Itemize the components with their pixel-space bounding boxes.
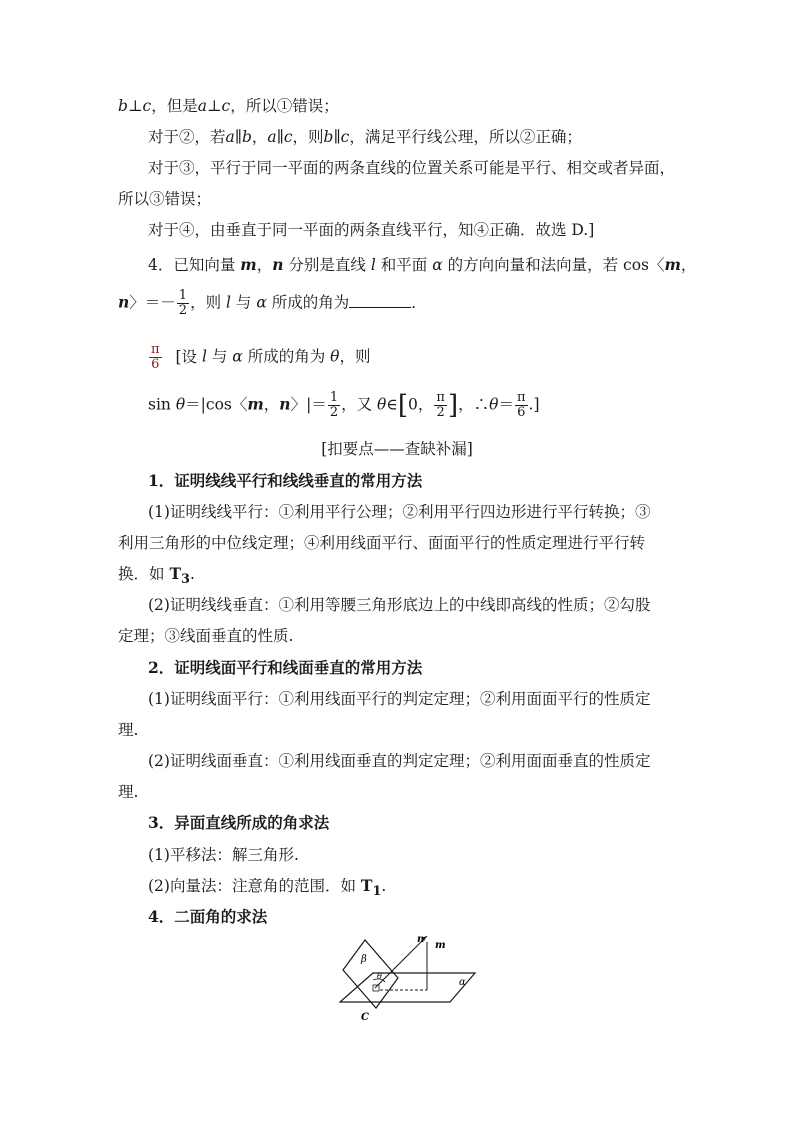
text: (2)向量法：注意角的范围．如 [148, 877, 361, 895]
text: ，∴ [458, 395, 490, 414]
denominator: 6 [517, 405, 526, 420]
left-bracket: [ [397, 390, 409, 421]
var-alpha: α [432, 256, 443, 274]
text: 〉|＝ [290, 395, 327, 414]
plane-beta [343, 940, 398, 1008]
heading-2: 2．证明线面平行和线面垂直的常用方法 [148, 658, 423, 677]
var-theta: θ [175, 395, 186, 414]
label-c: C [361, 1012, 369, 1022]
answer-line-1 [148, 343, 370, 372]
text: ， [251, 128, 268, 146]
text: 换．如 [118, 565, 170, 583]
perp-symbol: ⊥ [206, 97, 222, 115]
var-theta: θ [489, 395, 499, 414]
text: 对于②，若 [148, 128, 226, 146]
text: 和平面 [375, 256, 433, 274]
ref-t: T [169, 564, 181, 583]
item-4-line-2: 理. [118, 783, 139, 801]
fraction-pi-over-6 [515, 391, 528, 420]
text: ，满足平行线公理，所以②正确； [349, 128, 582, 146]
answer-blank [349, 293, 411, 308]
text: ，但是 [151, 97, 198, 115]
prev-line-1 [118, 96, 339, 116]
item-1-line-3 [118, 564, 195, 590]
item-3-line-2: 理. [118, 721, 139, 739]
item-3-line-1: (1)证明线面平行：①利用线面平行的判定定理；②利用面面平行的性质定 [148, 690, 651, 708]
var: a [225, 128, 235, 146]
heading-4: 4．二面角的求法 [148, 907, 268, 926]
vector-n: n [279, 394, 291, 414]
var-theta: θ [377, 395, 387, 414]
question-4-line-2 [118, 289, 427, 318]
item-1-line-2: 利用三角形的中位线定理；④利用线面平行、面面平行的性质定理进行平行转 [118, 534, 646, 552]
var: c [340, 128, 350, 146]
fraction-one-half [328, 391, 340, 420]
text: 与 [206, 347, 233, 366]
text: 所成的角为 [266, 293, 350, 312]
prev-line-5: 对于④，由垂直于同一平面的两条直线平行，知④正确．故选 D.] [148, 221, 595, 239]
var-l: l [370, 256, 376, 274]
label-m: m [435, 940, 446, 951]
right-bracket: ] [447, 390, 459, 421]
var-c: c [221, 97, 231, 115]
prev-line-4: 所以③错误； [118, 190, 212, 208]
parallel-symbol: ∥ [234, 128, 242, 146]
perp-symbol: ⊥ [127, 97, 143, 115]
text: sin [148, 395, 176, 414]
label-beta: β [361, 954, 367, 965]
vector-m: m [664, 255, 681, 274]
parallel-symbol: ∥ [276, 128, 284, 146]
text: ，则 [190, 293, 227, 312]
text: ，则 [339, 347, 371, 366]
vector-n: n [118, 292, 130, 312]
answer-fraction-pi-over-6 [149, 343, 162, 372]
answer-line-2 [148, 391, 540, 420]
section-title: [扣要点——查缺补漏] [321, 440, 473, 458]
text: ，又 [341, 395, 378, 414]
prev-line-2 [148, 127, 582, 147]
vector-n: n [272, 255, 284, 274]
text: 4．已知向量 [148, 256, 241, 274]
text: ＝ [498, 395, 514, 414]
numerator: 1 [329, 390, 339, 405]
denominator: 2 [178, 303, 188, 318]
var: a [267, 128, 277, 146]
heading-3: 3．异面直线所成的角求法 [148, 813, 330, 832]
label-theta: θ [377, 972, 382, 981]
numerator: π [151, 342, 160, 357]
item-5: (1)平移法：解三角形. [148, 846, 299, 864]
var-c: c [142, 97, 152, 115]
text: . [381, 877, 387, 895]
text: ＝|cos〈 [185, 395, 248, 414]
text: 与 [230, 293, 257, 312]
var-b: b [118, 97, 128, 115]
text: . [189, 565, 195, 583]
item-6 [148, 876, 386, 902]
var-l: l [226, 293, 231, 312]
text: ， [263, 395, 280, 414]
label-n: n [417, 934, 425, 945]
item-2-line-1: (2)证明线线垂直：①利用等腰三角形底边上的中线即高线的性质；②勾股 [148, 596, 651, 614]
var-alpha: α [232, 347, 243, 366]
plane-alpha [340, 973, 475, 1002]
numerator: π [516, 390, 526, 405]
fraction-one-half [177, 289, 189, 318]
var-a: a [197, 97, 207, 115]
var: b [323, 128, 334, 146]
var-l: l [201, 347, 207, 366]
ref-t: T [360, 876, 373, 895]
var: b [241, 128, 252, 146]
parallel-symbol: ∥ [333, 128, 341, 146]
heading-1: 1．证明线线平行和线线垂直的常用方法 [148, 471, 423, 490]
numerator: π [436, 390, 445, 405]
text: 〉＝－ [129, 293, 176, 312]
text: ， [680, 256, 697, 274]
denominator: 2 [329, 405, 339, 420]
var-theta: θ [330, 347, 340, 366]
text: 分别是直线 [283, 256, 371, 274]
item-2-line-2: 定理；③线面垂直的性质. [118, 627, 294, 645]
right-angle-marker [373, 985, 379, 991]
text: ，则 [292, 128, 324, 146]
text: ∈ [386, 395, 398, 414]
fraction-pi-over-2 [434, 391, 447, 420]
vector-m: m [247, 394, 264, 414]
text: 所成的角为 [242, 347, 331, 366]
text: ． [411, 293, 427, 312]
item-4-line-1: (2)证明线面垂直：①利用线面垂直的判定定理；②利用面面垂直的性质定 [148, 752, 651, 770]
question-4-line-1 [148, 255, 696, 275]
denominator: 6 [151, 357, 160, 372]
prev-line-3: 对于③，平行于同一平面的两条直线的位置关系可能是平行、相交或者异面， [148, 159, 676, 177]
text: .] [528, 395, 540, 414]
ref-subscript: 3 [180, 572, 190, 588]
text: [设 [175, 347, 202, 366]
text: 的方向向量和法向量，若 cos〈 [442, 256, 665, 274]
text: ，所以①错误； [230, 97, 339, 115]
var: c [283, 128, 293, 146]
text: ， [256, 256, 273, 274]
denominator: 2 [436, 405, 445, 420]
text: 0， [408, 395, 434, 414]
vector-m: m [240, 255, 257, 274]
label-alpha: α [459, 977, 466, 988]
ref-subscript: 1 [372, 884, 382, 900]
var-alpha: α [256, 293, 267, 312]
numerator: 1 [178, 288, 188, 303]
item-1-line-1: (1)证明线线平行：①利用平行公理；②利用平行四边形进行平行转换；③ [148, 503, 651, 521]
dihedral-angle-figure [335, 930, 495, 1022]
